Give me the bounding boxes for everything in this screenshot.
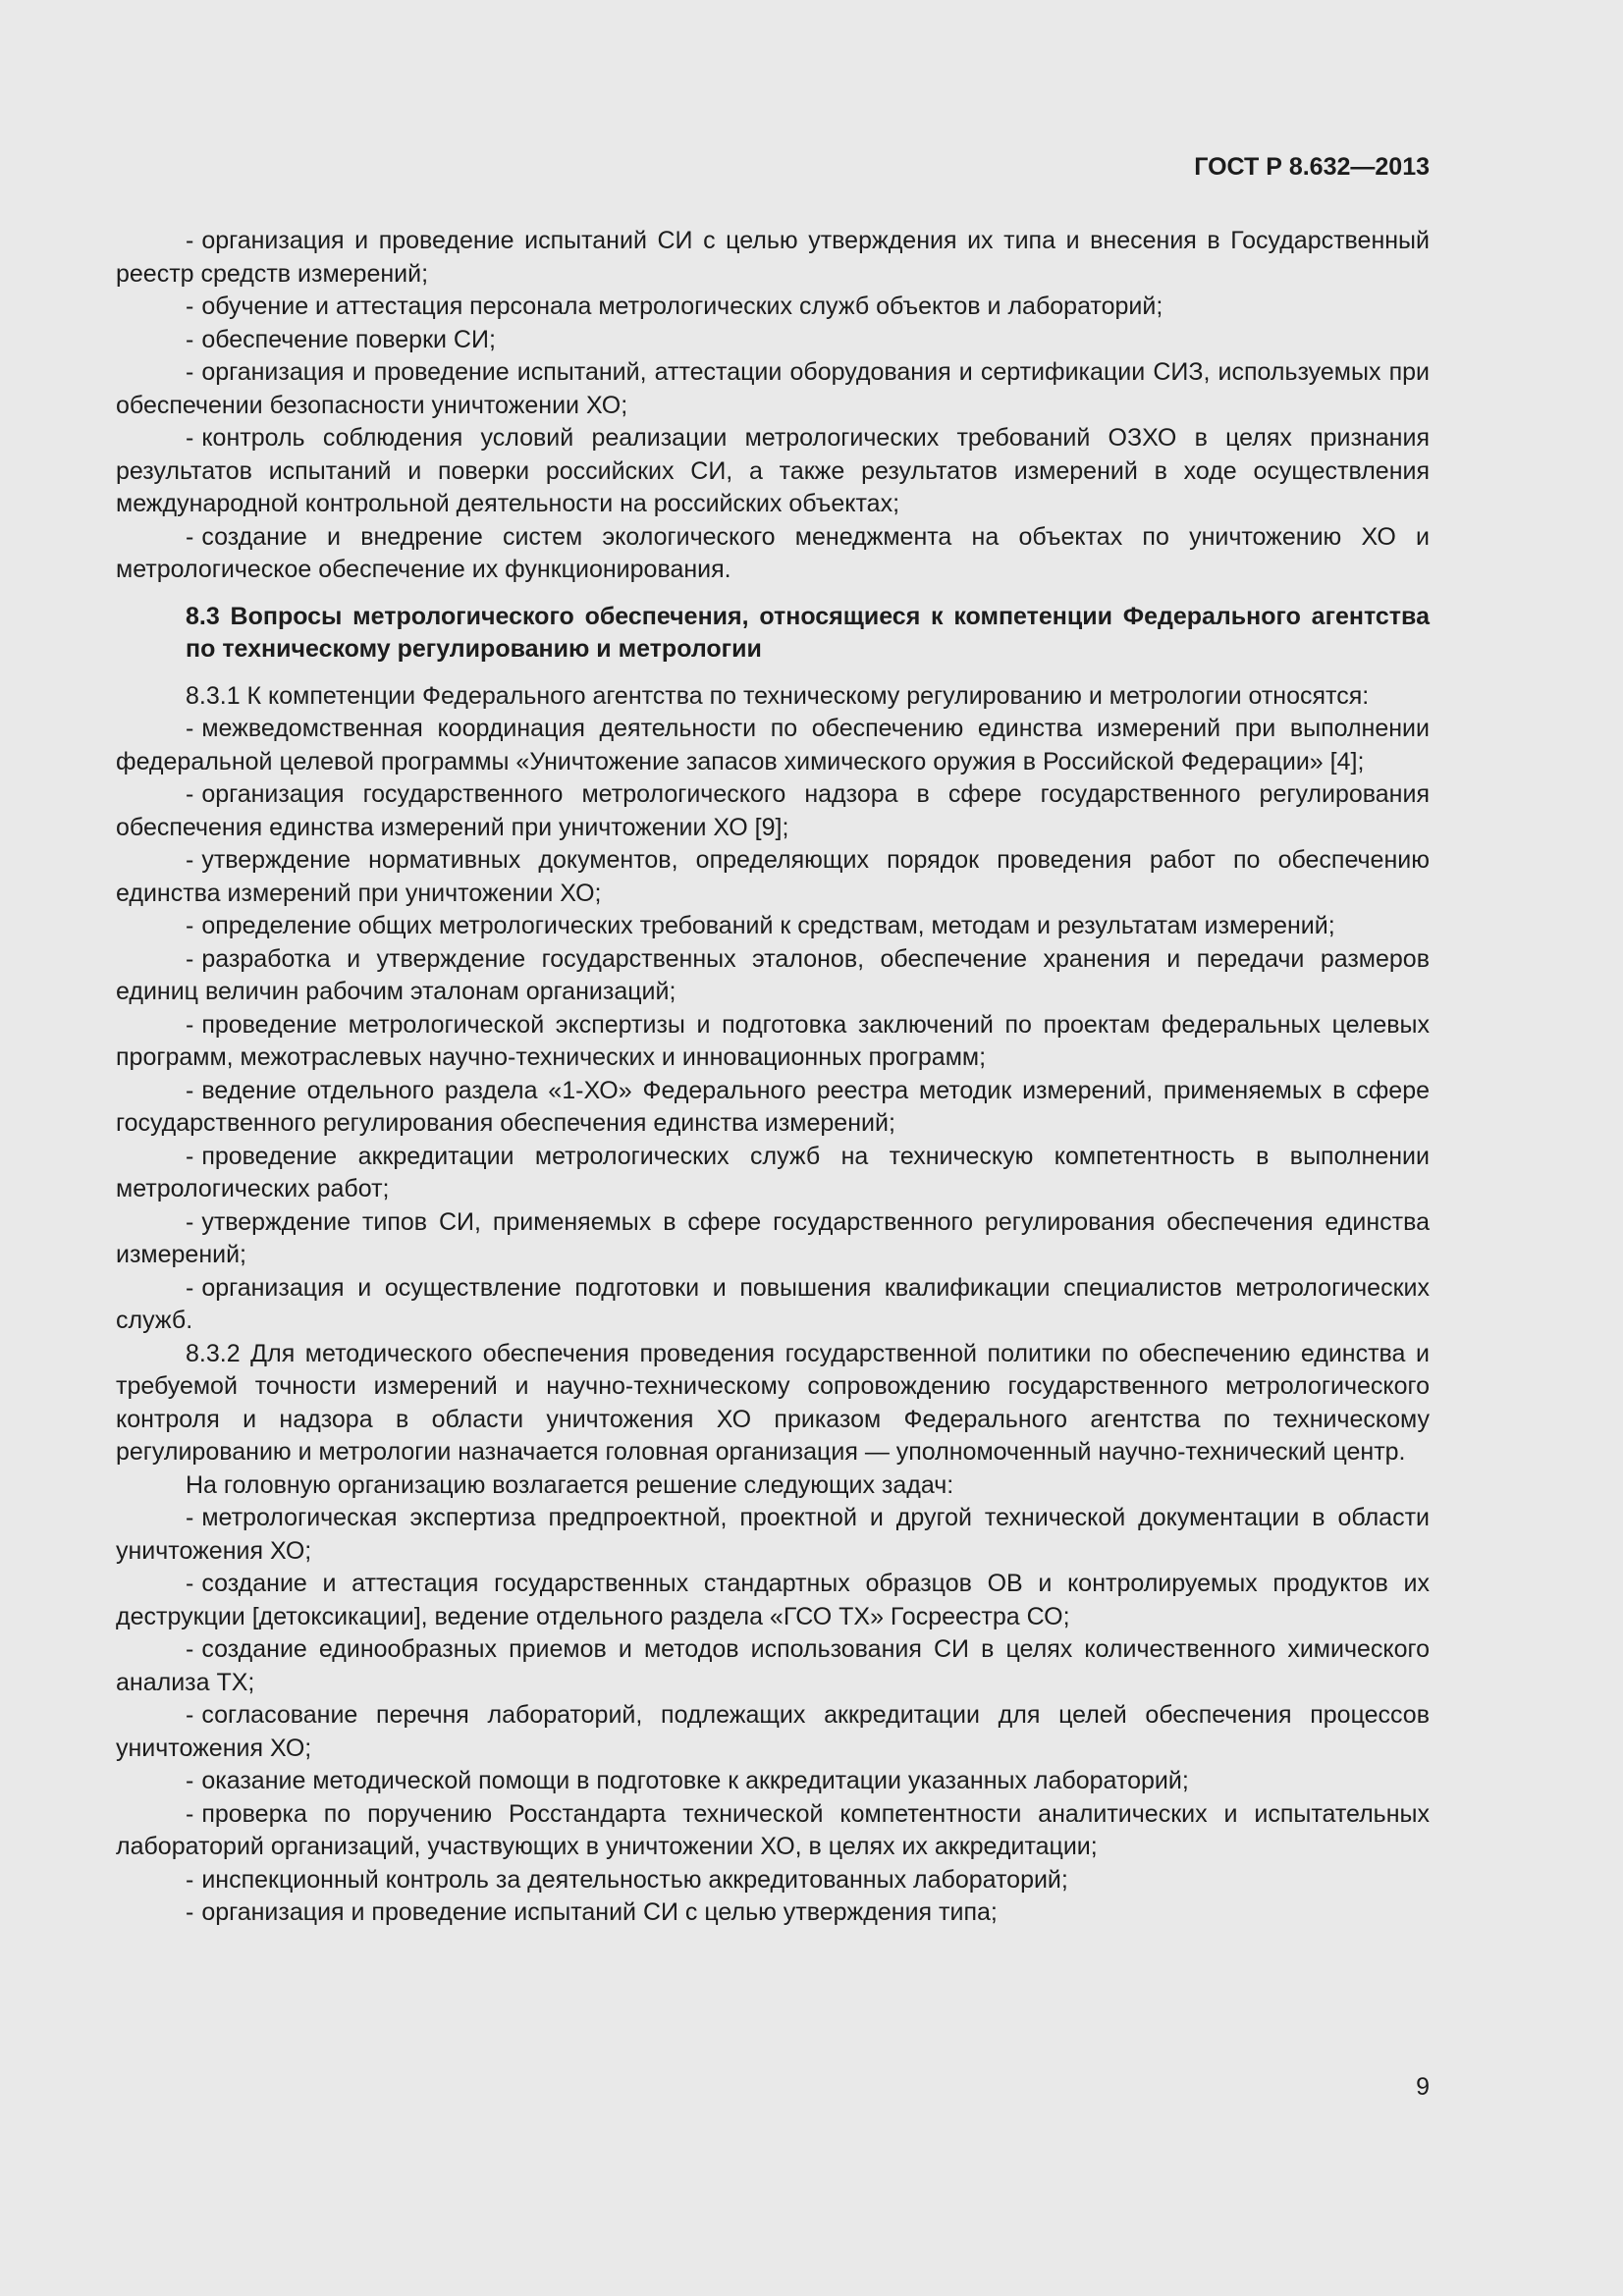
dash-marker: - (186, 424, 194, 452)
dash-marker: - (186, 1898, 194, 1926)
list-item-text: контроль соблюдения условий реализации метрологических требований ОЗХО в целях признания результатов испытаний и поверки российских СИ, а также результатов измерений в ходе осуществления международной контрольной деятельности на российских объектах; (116, 424, 1430, 517)
list-item (116, 1896, 1430, 1930)
list-item-text: утверждение типов СИ, применяемых в сфере государственного регулирования обеспечения единства измерений; (116, 1207, 1430, 1268)
dash-marker: - (186, 1635, 194, 1663)
list-item (116, 910, 1430, 943)
dash-marker: - (186, 1767, 194, 1794)
dash-marker: - (186, 227, 194, 254)
paragraph: 8.3.1 К компетенции Федерального агентства по техническому регулированию и метрологии относятся: (186, 681, 1370, 710)
dash-marker: - (186, 1799, 194, 1828)
list-item-text: инспекционный контроль за деятельностью аккредитованных лабораторий; (201, 1865, 1068, 1894)
list-item (116, 1798, 1430, 1864)
dash-marker: - (186, 1207, 194, 1236)
dash-marker: - (186, 1570, 194, 1597)
section-heading: 8.3 Вопросы метрологического обеспечения, относящиеся к компетенции Федерального агентства по техническому регулированию и метрологии (186, 602, 1430, 663)
standard-designation: ГОСТ Р 8.632—2013 (1194, 153, 1430, 181)
list-item (116, 1765, 1430, 1798)
list-item (116, 521, 1430, 587)
list-item-text: организация и проведение испытаний СИ с целью утверждения их типа и внесения в Государственный реестр средств измерений; (116, 227, 1430, 288)
paragraph: 8.3.2 Для методического обеспечения проведения государственной политики по обеспечению единства и требуемой точности измерений и научно-техническому сопровождению государственного метрологического контроля и надзора в области уничтожения ХО приказом Федерального агентства по техническому регулированию и метрологии назначается головная организация — уполномоченный научно-технический центр. (116, 1339, 1430, 1466)
list-item (116, 1272, 1430, 1338)
dash-marker: - (186, 1504, 194, 1531)
dash-marker: - (186, 293, 194, 320)
list-item-text: оказание методической помощи в подготовке к аккредитации указанных лабораторий; (201, 1767, 1189, 1794)
list-item (116, 1206, 1430, 1272)
list-item (116, 1502, 1430, 1568)
list-item-text: проверка по поручению Росстандарта технической компетентности аналитических и испытательных лабораторий организаций, участвующих в уничтожении ХО, в целях их аккредитации; (116, 1799, 1430, 1860)
list-item (116, 713, 1430, 778)
list-item (116, 1075, 1430, 1141)
list-item-text: утверждение нормативных документов, определяющих порядок проведения работ по обеспечению единства измерений при уничтожении ХО; (116, 846, 1430, 907)
list-item (116, 943, 1430, 1009)
list-item (116, 1009, 1430, 1075)
list-item (116, 778, 1430, 844)
list-item-text: согласование перечня лабораторий, подлежащих аккредитации для целей обеспечения процессов уничтожения ХО; (116, 1701, 1430, 1762)
dash-marker: - (186, 912, 194, 939)
list-item-text: обеспечение поверки СИ; (201, 325, 496, 353)
list-item (116, 324, 1430, 357)
list-item-text: организация государственного метрологического надзора в сфере государственного регулирования обеспечения единства измерений при уничтожении ХО [9]; (116, 780, 1430, 841)
list-item-text: определение общих метрологических требований к средствам, методам и результатам измерений; (201, 912, 1335, 939)
list-item-text: метрологическая экспертиза предпроектной, проектной и другой технической документации в области уничтожения ХО; (116, 1504, 1430, 1565)
list-item (116, 225, 1430, 291)
dash-marker: - (186, 522, 194, 551)
list-item (116, 291, 1430, 324)
list-item (116, 1699, 1430, 1765)
dash-marker: - (186, 780, 194, 808)
document-body (116, 225, 1430, 1930)
list-item-text: создание и внедрение систем экологического менеджмента на объектах по уничтожению ХО и метрологическое обеспечение их функционирования. (116, 522, 1430, 583)
paragraph: На головную организацию возлагается решение следующих задач: (186, 1470, 954, 1499)
list-item-text: создание и аттестация государственных стандартных образцов ОВ и контролируемых продуктов их деструкции [детоксикации], ведение отдельного раздела «ГСО ТХ» Госреестра СО; (116, 1570, 1430, 1630)
list-item (116, 1864, 1430, 1897)
list-item-text: организация и проведение испытаний, аттестации оборудования и сертификации СИЗ, используемых при обеспечении безопасности уничтожении ХО; (116, 358, 1430, 419)
list-item-text: создание единообразных приемов и методов использования СИ в целях количественного химического анализа ТХ; (116, 1635, 1430, 1696)
list-item-text: проведение метрологической экспертизы и подготовка заключений по проектам федеральных целевых программ, межотраслевых научно-технических и инновационных программ; (116, 1010, 1430, 1071)
list-item (116, 1568, 1430, 1633)
dash-marker: - (186, 1142, 194, 1170)
list-item (116, 844, 1430, 910)
list-item-text: разработка и утверждение государственных эталонов, обеспечение хранения и передачи размеров единиц величин рабочим эталонам организаций; (116, 944, 1430, 1005)
dash-marker: - (186, 846, 194, 874)
dash-marker: - (186, 1865, 194, 1894)
dash-marker: - (186, 715, 194, 742)
list-item-text: организация и проведение испытаний СИ с целью утверждения типа; (201, 1898, 998, 1926)
list-item-text: проведение аккредитации метрологических служб на техническую компетентность в выполнении метрологических работ; (116, 1142, 1430, 1202)
dash-marker: - (186, 1010, 194, 1039)
list-item-text: межведомственная координация деятельности по обеспечению единства измерений при выполнении федеральной целевой программы «Уничтожение запасов химического оружия в Российской Федерации» [4]; (116, 715, 1430, 775)
list-item (116, 1633, 1430, 1699)
list-item (116, 356, 1430, 422)
dash-marker: - (186, 1273, 194, 1302)
page-number: 9 (1416, 2073, 1430, 2101)
dash-marker: - (186, 1076, 194, 1104)
list-item-text: ведение отдельного раздела «1-ХО» Федерального реестра методик измерений, применяемых в сфере государственного регулирования обеспечения единства измерений; (116, 1076, 1430, 1137)
list-item-text: обучение и аттестация персонала метрологических служб объектов и лабораторий; (201, 293, 1163, 320)
list-item (116, 422, 1430, 521)
dash-marker: - (186, 358, 194, 386)
list-item (116, 1141, 1430, 1206)
dash-marker: - (186, 325, 194, 353)
dash-marker: - (186, 944, 194, 973)
dash-marker: - (186, 1701, 194, 1729)
list-item-text: организация и осуществление подготовки и повышения квалификации специалистов метрологических служб. (116, 1273, 1430, 1334)
